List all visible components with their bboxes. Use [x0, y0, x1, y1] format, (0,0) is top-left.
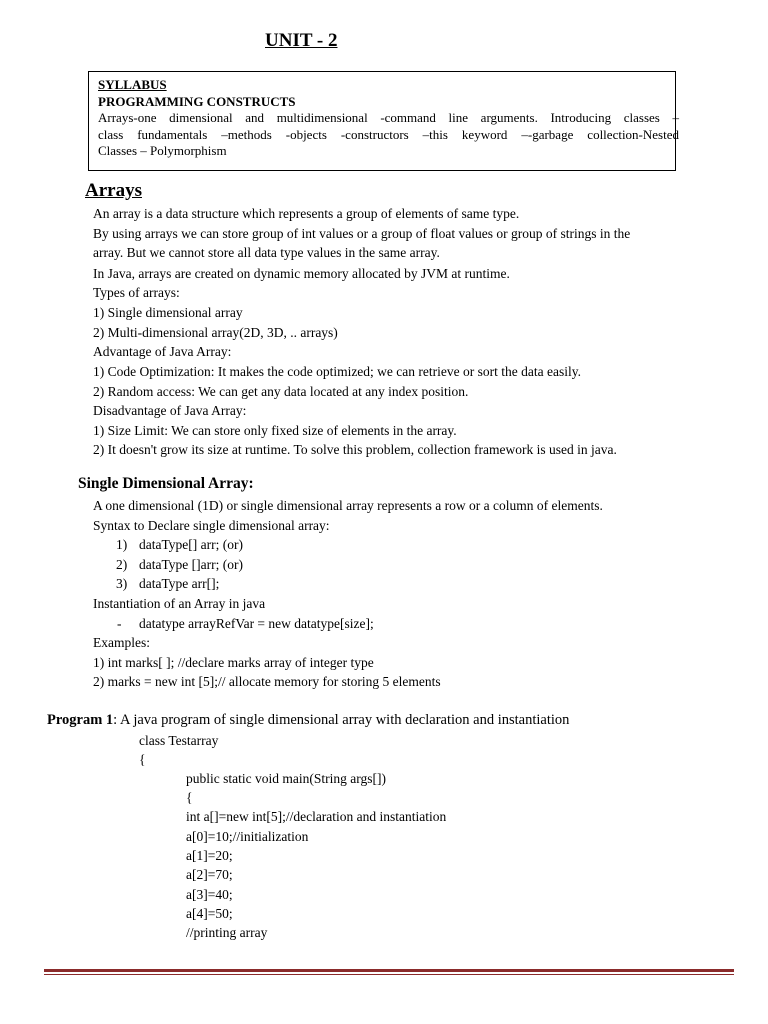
code-line: public static void main(String args[]): [186, 771, 386, 786]
arrays-line: Advantage of Java Array:: [93, 344, 232, 359]
examples-label: Examples:: [93, 635, 150, 650]
program-1-label: Program 1: [47, 712, 114, 728]
arrays-line: 2) Multi-dimensional array(2D, 3D, .. arrays): [93, 325, 338, 340]
code-line: a[2]=70;: [186, 867, 233, 882]
example-2: 2) marks = new int [5];// allocate memory for storing 5 elements: [93, 674, 441, 689]
arrays-line: 1) Code Optimization: It makes the code optimized; we can retrieve or sort the data easily.: [93, 364, 581, 379]
single-dim-heading: Single Dimensional Array:: [78, 475, 254, 492]
syntax-item-text: dataType []arr; (or): [139, 557, 243, 572]
page-title: UNIT - 2: [265, 30, 338, 51]
code-line: //printing array: [186, 925, 268, 940]
example-1: 1) int marks[ ]; //declare marks array of integer type: [93, 655, 374, 670]
code-line: class Testarray: [139, 733, 219, 748]
code-line: {: [139, 752, 146, 767]
code-line: a[0]=10;//initialization: [186, 829, 309, 844]
arrays-line: 2) Random access: We can get any data located at any index position.: [93, 384, 469, 399]
arrays-heading: Arrays: [85, 180, 142, 201]
footer-rule-thin: [44, 974, 734, 975]
syllabus-box: [88, 71, 679, 171]
code-line: {: [186, 790, 193, 805]
code-line: int a[]=new int[5];//declaration and instantiation: [186, 809, 447, 824]
syntax-item-text: dataType arr[];: [139, 576, 220, 591]
syllabus-heading: SYLLABUS: [98, 77, 167, 92]
syntax-item-number: 2): [116, 557, 128, 572]
arrays-line: By using arrays we can store group of int values or a group of float values or group of strings in the: [93, 226, 631, 241]
footer-rule-thick: [44, 969, 734, 972]
single-dim-intro: A one dimensional (1D) or single dimensional array represents a row or a column of elements.: [93, 498, 603, 513]
syntax-item-number: 3): [116, 576, 128, 591]
syllabus-subheading: PROGRAMMING CONSTRUCTS: [98, 93, 296, 109]
arrays-line: Disadvantage of Java Array:: [93, 403, 247, 418]
program-1-heading: [47, 712, 569, 729]
arrays-line: In Java, arrays are created on dynamic memory allocated by JVM at runtime.: [93, 266, 510, 281]
syllabus-line-1: Arrays-one dimensional and multidimensional -command line arguments. Introducing classes –: [98, 110, 679, 125]
code-line: a[1]=20;: [186, 848, 233, 863]
arrays-line: An array is a data structure which represents a group of elements of same type.: [93, 206, 520, 221]
instantiation-text: datatype arrayRefVar = new datatype[size];: [139, 616, 374, 631]
arrays-line: Types of arrays:: [93, 285, 180, 300]
arrays-line: array. But we cannot store all data type values in the same array.: [93, 245, 440, 260]
instantiation-label: Instantiation of an Array in java: [93, 596, 266, 611]
syllabus-line-3: Classes – Polymorphism: [98, 143, 227, 158]
arrays-line: 1) Single dimensional array: [93, 305, 243, 320]
syntax-label: Syntax to Declare single dimensional array:: [93, 518, 330, 533]
code-line: a[3]=40;: [186, 887, 233, 902]
syntax-item-text: dataType[] arr; (or): [139, 537, 243, 552]
syllabus-line-2: class fundamentals –methods -objects -constructors –this keyword –-garbage collection-Nested: [98, 126, 679, 142]
instantiation-bullet: -: [117, 616, 122, 631]
arrays-line: 2) It doesn't grow its size at runtime. To solve this problem, collection framework is used in java.: [93, 442, 617, 457]
syntax-item-number: 1): [116, 537, 128, 552]
code-line: a[4]=50;: [186, 906, 233, 921]
arrays-line: 1) Size Limit: We can store only fixed size of elements in the array.: [93, 423, 457, 438]
program-1-description: : A java program of single dimensional array with declaration and instantiation: [113, 712, 570, 728]
